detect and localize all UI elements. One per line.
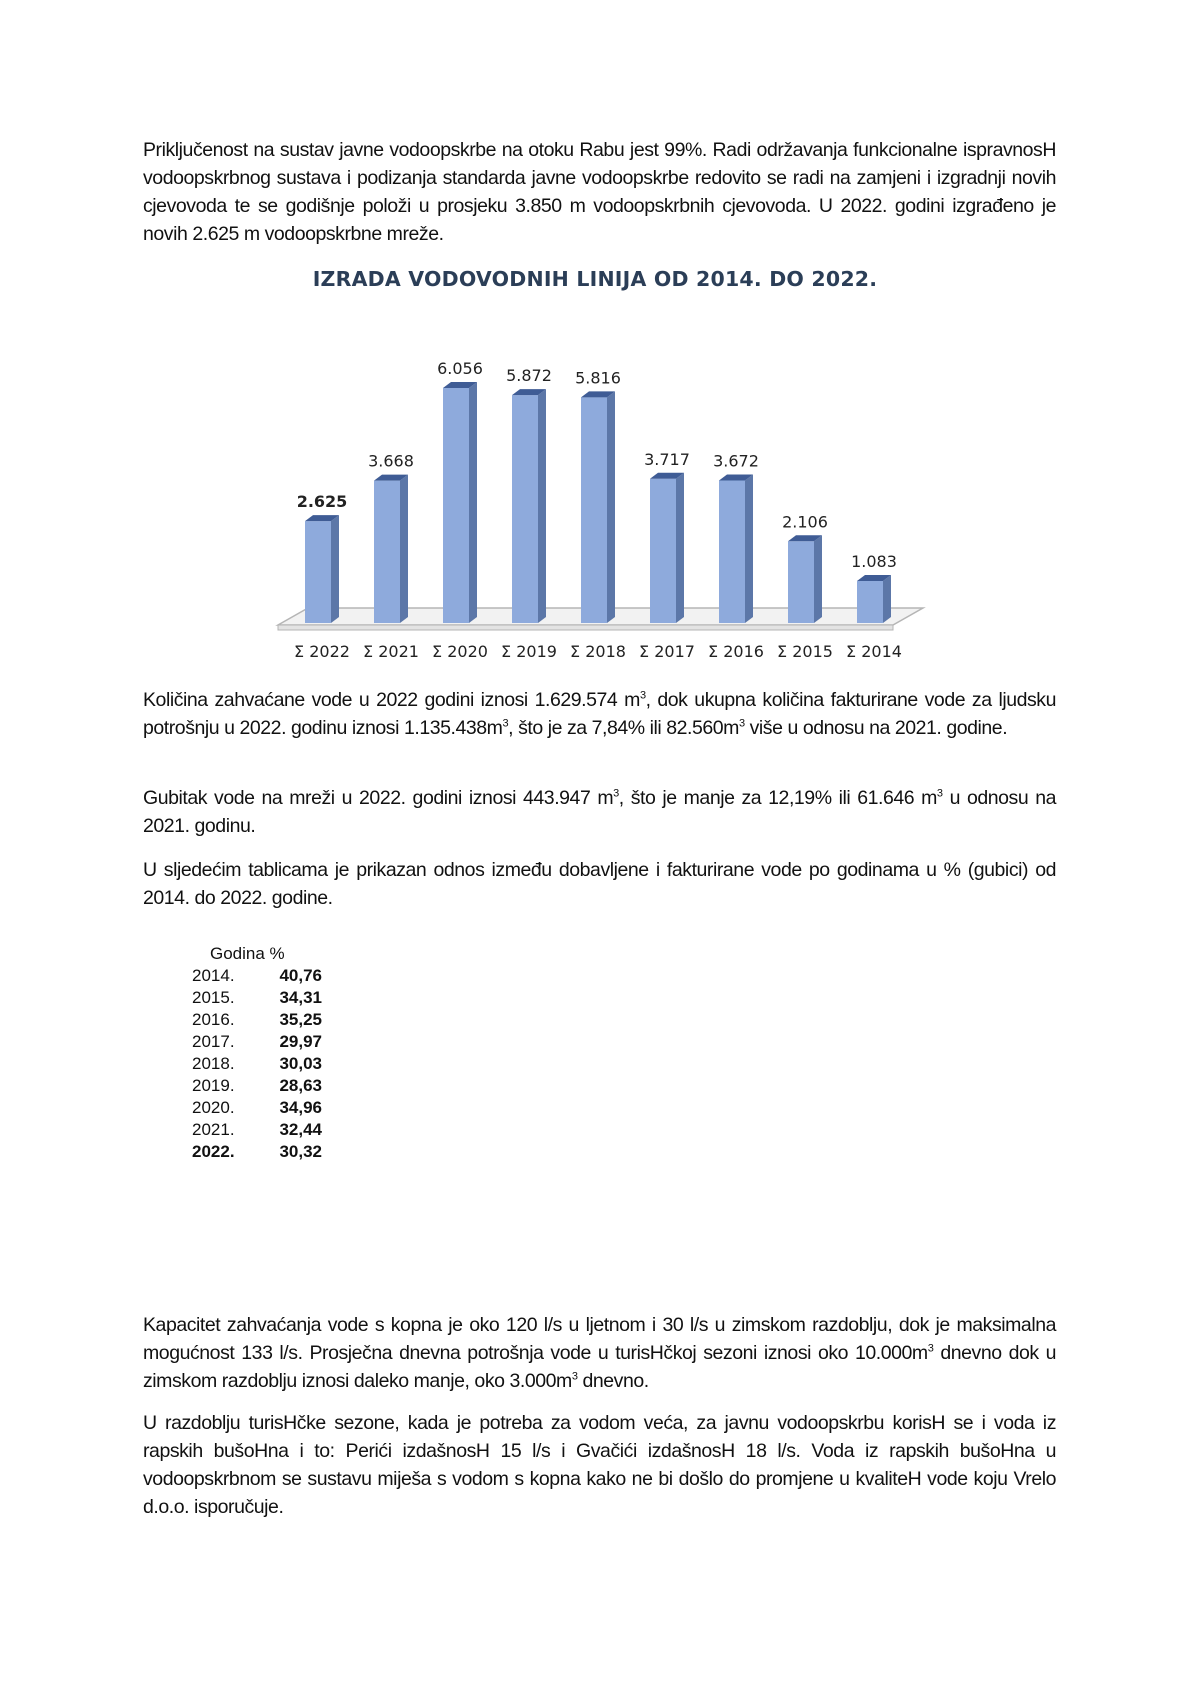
loss-table-year: 2016.	[192, 1010, 235, 1029]
loss-table-header: Godina %	[210, 944, 285, 963]
category-label: Σ 2022	[294, 642, 350, 660]
category-label: Σ 2021	[363, 642, 419, 660]
loss-table-row	[192, 965, 322, 987]
data-label: 1.083	[851, 551, 897, 571]
category-label: Σ 2020	[432, 642, 488, 660]
data-label: 5.872	[506, 366, 552, 386]
bar	[443, 382, 477, 623]
bar	[305, 515, 339, 623]
data-label: 5.816	[575, 368, 621, 388]
data-label: 2.625	[296, 492, 348, 512]
paragraph-tourist-season: U razdoblju turisHčke sezone, kada je potreba za vodom veća, za javnu vodoopskrbu korisH se i voda iz rapskih bušoHna i to: Perići izdašnosH 15 l/s i Gvačići izdašnosH 18 l/s. Voda iz rapskih bušoHna u vodoopskrbnom se sustavu miješa s vodom s kopna kako ne bi došlo do promjene u kvaliteH vode koju Vrelo d.o.o. isporučuje.	[143, 1412, 1056, 1518]
loss-table-value: 40,76	[279, 966, 322, 985]
bar	[581, 391, 615, 623]
bar	[788, 535, 822, 623]
bar	[512, 389, 546, 623]
paragraph-table-intro: U sljedećim tablicama je prikazan odnos između dobavljene i fakturirane vode po godinama u % (gubici) od 2014. do 2022. godine.	[143, 859, 1056, 909]
chart-title: IZRADA VODOVODNIH LINIJA OD 2014. DO 2022.	[312, 267, 878, 291]
category-label: Σ 2017	[639, 642, 695, 660]
loss-table-row	[192, 1097, 322, 1119]
data-label: 3.668	[368, 451, 414, 471]
loss-table-row	[192, 987, 322, 1009]
loss-table-value: 29,97	[279, 1032, 322, 1051]
loss-table-value: 32,44	[279, 1120, 322, 1139]
bar	[374, 475, 408, 623]
loss-table-year: 2021.	[192, 1120, 235, 1139]
loss-table-row	[192, 1075, 322, 1097]
category-label: Σ 2016	[708, 642, 764, 660]
loss-table-value: 30,32	[279, 1142, 322, 1161]
loss-table-year: 2022.	[192, 1142, 235, 1161]
loss-table-value: 28,63	[279, 1076, 322, 1095]
loss-table-year: 2019.	[192, 1076, 235, 1095]
category-label: Σ 2014	[846, 642, 902, 660]
loss-table-row	[192, 1009, 322, 1031]
category-label: Σ 2019	[501, 642, 557, 660]
loss-table-year: 2015.	[192, 988, 235, 1007]
bar	[650, 473, 684, 623]
loss-table-year: 2020.	[192, 1098, 235, 1117]
category-label: Σ 2018	[570, 642, 626, 660]
loss-table-year: 2017.	[192, 1032, 235, 1051]
paragraph-capacity: Kapacitet zahvaćanja vode s kopna je oko 120 l/s u ljetnom i 30 l/s u zimskom razdoblju, dok je maksimalna mogućnost 133 l/s. Prosječna dnevna potrošnja vode u turisHčkoj sezoni iznosi oko $10.000m^3$ dnevno dok u zimskom razdoblju iznosi daleko manje, oko $3.000m^3$ dnevno.	[143, 1314, 1057, 1392]
bar	[857, 575, 891, 623]
loss-table-row	[192, 1053, 322, 1075]
loss-table-value: 34,96	[279, 1098, 322, 1117]
data-label: 6.056	[437, 359, 483, 378]
paragraph-water-quantity: Količina zahvaćane vode u 2022 godini iznosi 1.629.574 $m^3$, dok ukupna količina fakturirane vode za ljudsku potrošnju u 2022. godinu iznosi $1.135.438m^3$, što je za 7,84% ili $82.560m^3$ više u odnosu na 2021. godine.	[143, 689, 1056, 739]
chart-floor-edge	[278, 625, 893, 630]
loss-table-year: 2018.	[192, 1054, 235, 1073]
data-label: 2.106	[782, 512, 828, 532]
loss-table-value: 35,25	[279, 1010, 322, 1029]
category-label: Σ 2015	[777, 642, 833, 660]
loss-table-row	[192, 1119, 322, 1141]
pipeline-construction-chart	[250, 320, 940, 660]
loss-table-row	[192, 1031, 322, 1053]
loss-table-value: 34,31	[279, 988, 322, 1007]
loss-table-value: 30,03	[279, 1054, 322, 1073]
loss-table-year: 2014.	[192, 966, 235, 985]
paragraph-water-supply-intro: Priključenost na sustav javne vodoopskrbe na otoku Rabu jest 99%. Radi održavanja funkcionalne ispravnosH vodoopskrbnog sustava i podizanja standarda javne vodoopskrbe redovito se radi na zamjeni i izgradnji novih cjevovoda te se godišnje položi u prosjeku 3.850 m vodoopskrbnih cjevovoda. U 2022. godini izgrađeno je novih 2.625 m vodoopskrbne mreže.	[143, 139, 1056, 245]
bar	[719, 475, 753, 623]
paragraph-water-loss: Gubitak vode na mreži u 2022. godini iznosi 443.947 $m^3$, što je manje za 12,19% ili 61.646 $m^3$ u odnosu na 2021. godinu.	[143, 787, 1056, 837]
loss-table-row	[192, 1141, 322, 1163]
loss-percentage-chart	[350, 935, 950, 1225]
data-label: 3.717	[644, 449, 690, 469]
data-label: 3.672	[713, 451, 759, 471]
